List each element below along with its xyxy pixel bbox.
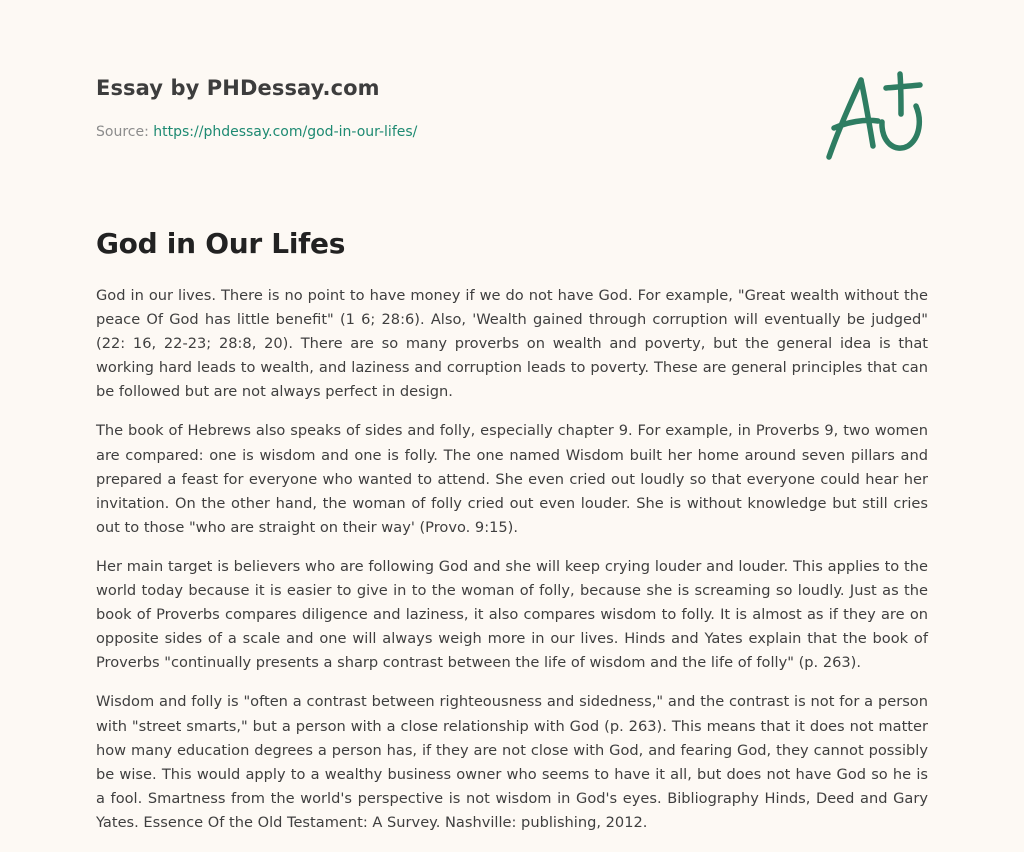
- a-plus-logo: [820, 66, 930, 166]
- essay-title: God in Our Lifes: [96, 227, 346, 260]
- essay-paragraph: Her main target is believers who are following God and she will keep crying louder and louder. This applies to the world today because it is easier to give in to the woman of folly, because she is screaming so loudly. Just as the book of Proverbs compares diligence and laziness, it also compares wisdom to folly. It is almost as if they are on opposite sides of a scale and one will always weigh more in our lives. Hinds and Yates explain that the book of Proverbs "continually presents a sharp contrast between the life of wisdom and the life of folly" (p. 263).: [96, 557, 928, 672]
- essay-body: [96, 284, 928, 850]
- essay-paragraph: Wisdom and folly is "often a contrast between righteousness and sidedness," and the contrast is not for a person with "street smarts," but a person with a close relationship with God (p. 263). This means that it does not matter how many education degrees a person has, if they are not close with God, and fearing God, they cannot possibly be wise. This would apply to a wealthy business owner who seems to have it all, but does not have God so he is a fool. Smartness from the world's perspective is not wisdom in God's eyes. Bibliography Hinds, Deed and Gary Yates. Essence Of the Old Testament: A Survey. Nashville: publishing, 2012.: [96, 693, 928, 831]
- essay-paragraph: God in our lives. There is no point to have money if we do not have God. For example, "Great wealth without the peace Of God has little benefit" (1 6; 28:6). Also, 'Wealth gained through corruption will eventually be judged" (22: 16, 22-23; 28:8, 20). There are so many proverbs on wealth and poverty, but the general idea is that working hard leads to wealth, and laziness and corruption leads to poverty. These are general principles that can be followed but are not always perfect in design.: [96, 287, 928, 401]
- source-link[interactable]: https://phdessay.com/god-in-our-lifes/: [153, 124, 418, 140]
- site-brand-title: Essay by PHDessay.com: [96, 76, 380, 100]
- source-label: Source:: [96, 124, 149, 140]
- source-line: [96, 124, 417, 140]
- a-plus-logo-icon: [820, 66, 930, 166]
- essay-paragraph: The book of Hebrews also speaks of sides and folly, especially chapter 9. For example, in Proverbs 9, two women are compared: one is wisdom and one is folly. The one named Wisdom built her home around seven pillars and prepared a feast for everyone who wanted to attend. She even cried out loudly so that everyone could hear her invitation. On the other hand, the woman of folly cried out even louder. She is without knowledge but still cries out to those "who are straight on their way' (Provo. 9:15).: [96, 422, 928, 536]
